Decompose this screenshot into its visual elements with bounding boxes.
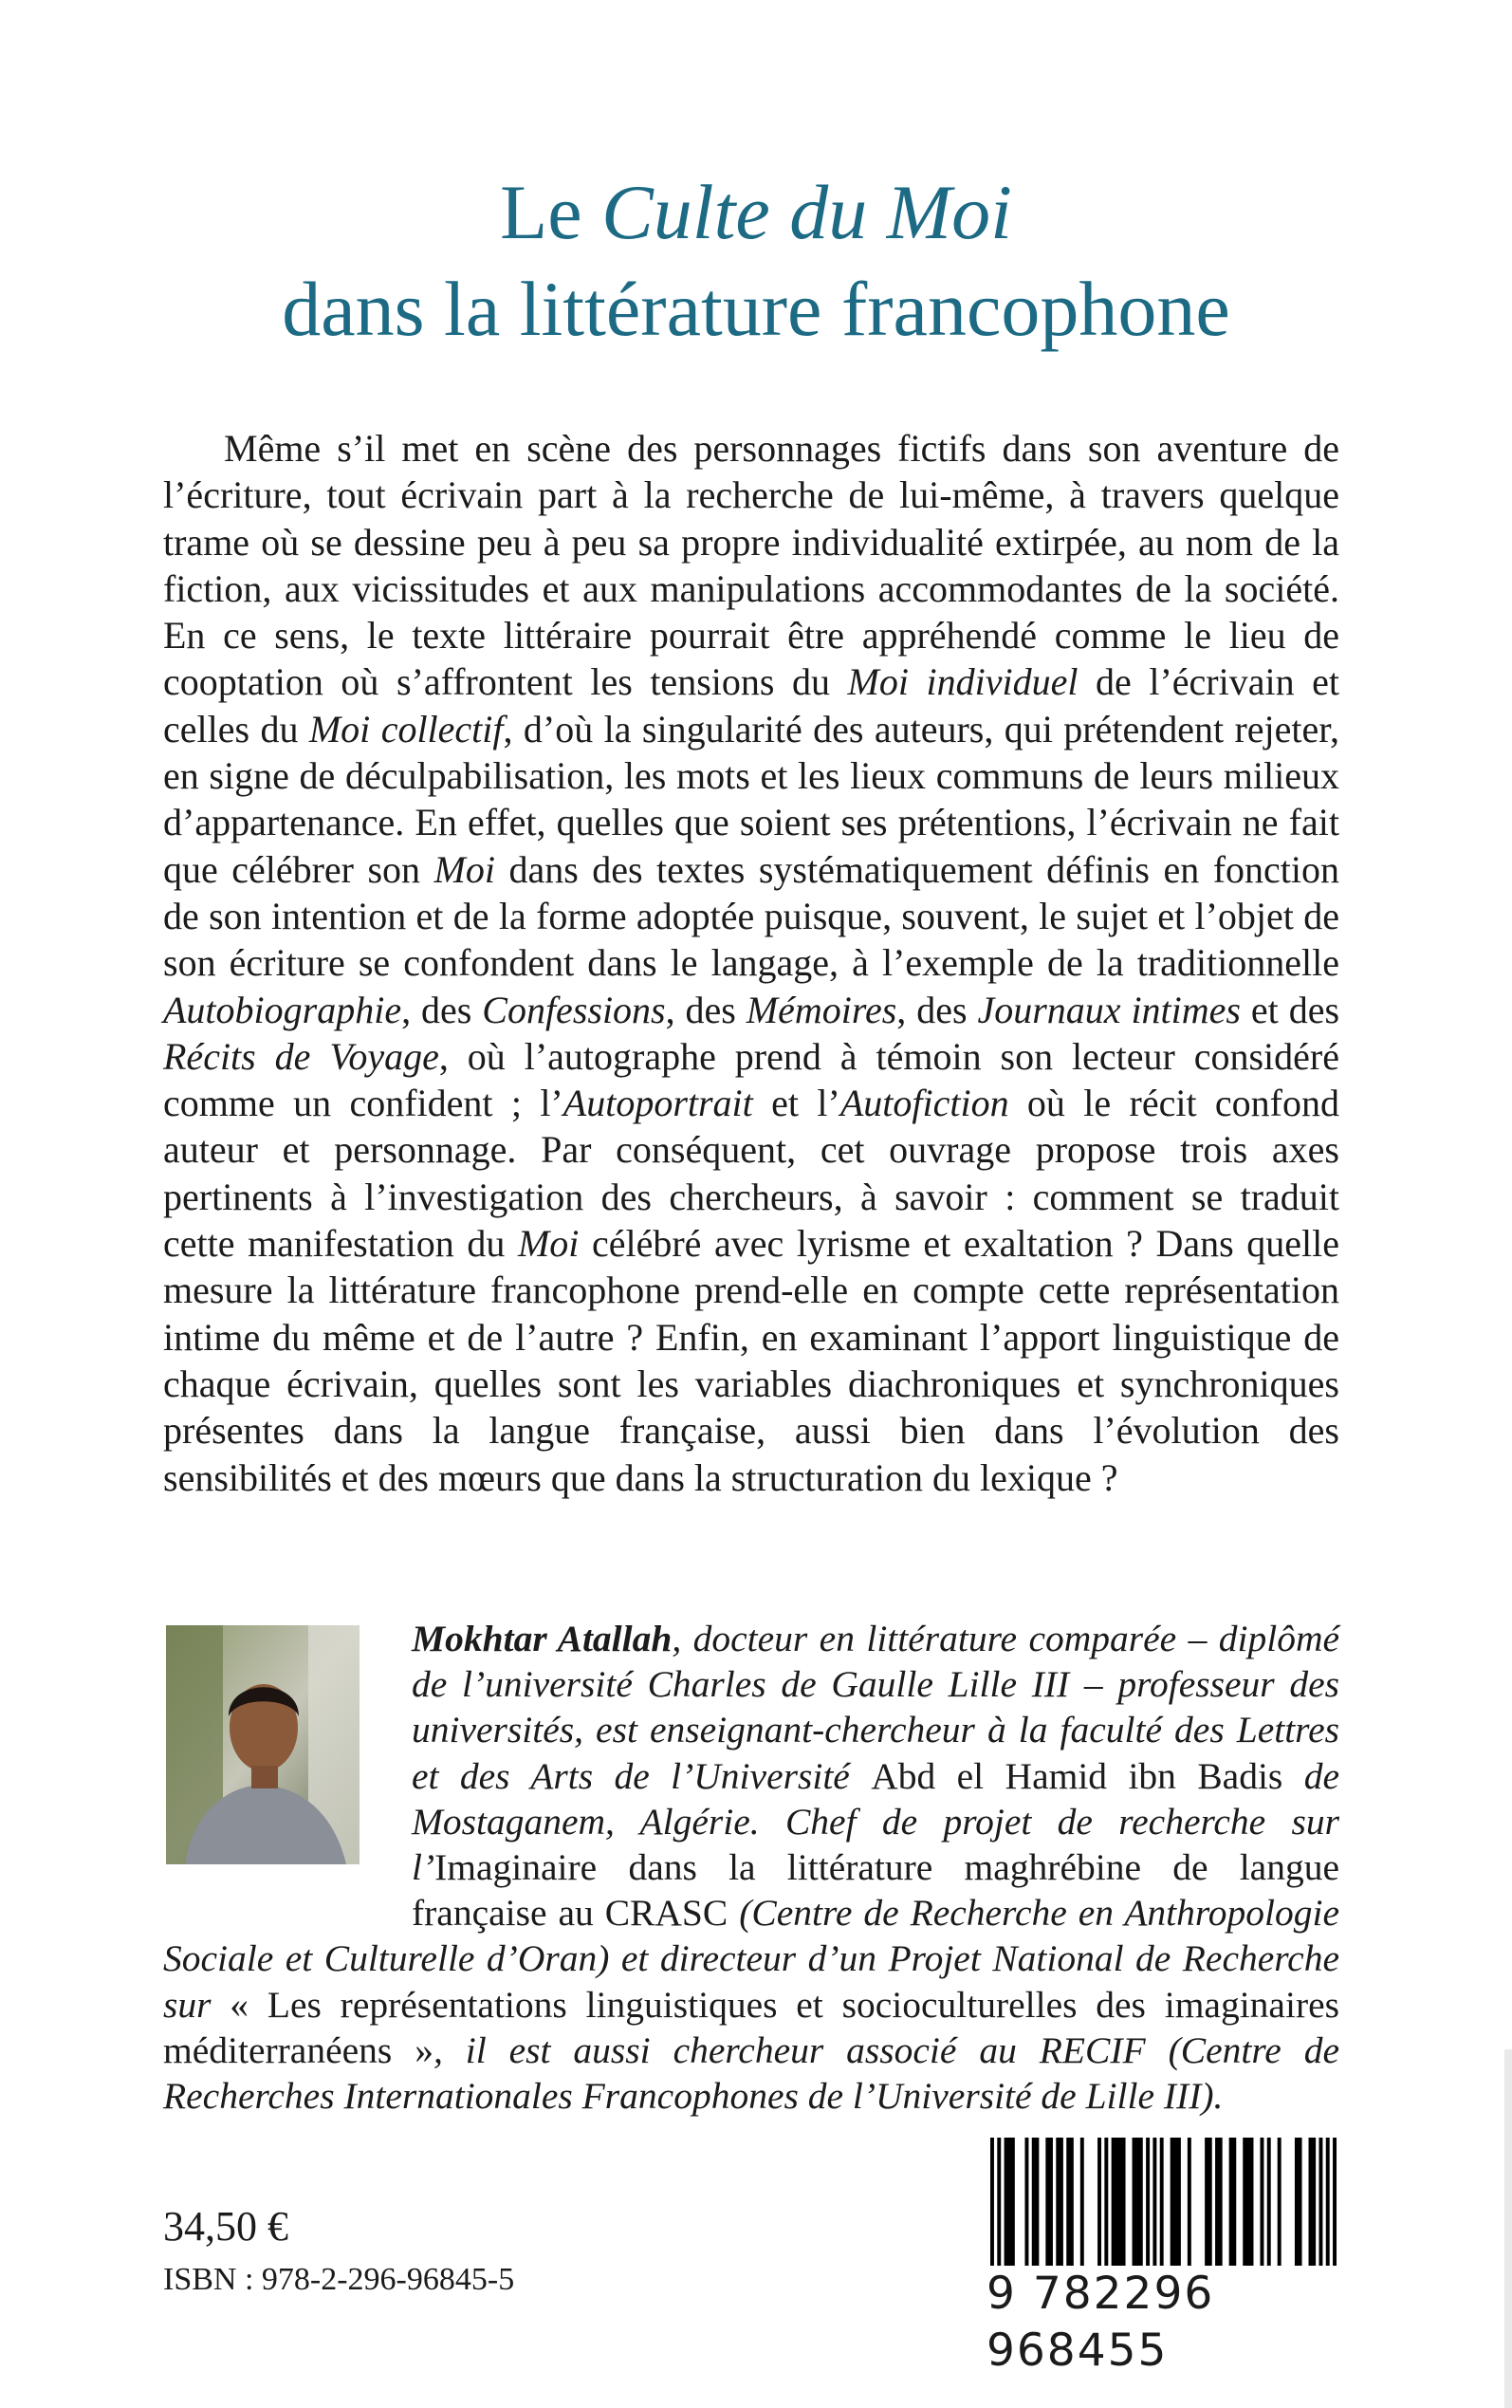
blurb-text: et l’	[752, 1082, 840, 1125]
bio-text-1: , docteur en littérature comparée – diplômé de l’université Charles de Gaulle Lille III – professeur des universités, est enseignant-chercheur à la faculté des Lettres et des Arts de l’Université	[412, 1618, 1339, 1797]
blurb-text: , d’où la singularité des auteurs, qui prétendent rejeter, en signe de déculpabilisation, les mots et les lieux communs de leurs milieux d’appartenance. En effet, quelles que soient ses prétentions, l’écrivain ne fait que célébrer son	[163, 707, 1340, 891]
university-name: Abd el Hamid ibn Badis	[871, 1754, 1283, 1797]
italic-term: Confessions	[482, 988, 666, 1031]
blurb-text: et des	[1241, 988, 1340, 1031]
author-biography	[163, 1616, 1339, 2119]
italic-term: Autofiction	[839, 1082, 1009, 1125]
book-title	[0, 164, 1512, 358]
bio-text-3: (Centre de Recherche en Anthropologie Sociale et Culturelle d’Oran) et directeur d’un Projet National de Recherche sur	[163, 1892, 1339, 2026]
title-prefix: Le	[500, 168, 602, 255]
page-edge	[1504, 2049, 1512, 2408]
blurb-text: où le récit confond auteur et personnage. Par conséquent, cet ouvrage propose trois axes pertinents à l’investigation des chercheurs, à savoir : comment se traduit cette manifestation du	[163, 1082, 1339, 1266]
research-project: Imaginaire dans la littérature maghrébine de langue française au CRASC	[412, 1846, 1339, 1935]
title-italic: Culte du Moi	[601, 168, 1012, 255]
isbn: ISBN : 978-2-296-96845-5	[163, 2262, 515, 2297]
bio-text-2: de Mostaganem, Algérie. Chef de projet de recherche sur l’	[412, 1754, 1339, 1889]
italic-term: Moi	[433, 847, 495, 891]
title-line-1	[0, 164, 1512, 261]
bio-text-4: , il est aussi chercheur associé au RECIF (Centre de Recherches Internationales Francophones de l’Université de Lille III).	[163, 2028, 1340, 2118]
price: 34,50 €	[163, 2203, 288, 2250]
italic-term: Autoportrait	[562, 1082, 753, 1125]
title-line-2: dans la littérature francophone	[282, 265, 1230, 352]
blurb-text: Même s’il met en scène des personnages fictifs dans son aventure de l’écriture, tout écrivain part à la recherche de lui-même, à travers quelque trame où se dessine peu à peu sa propre individualité extirpée, au nom de la fiction, aux vicissitudes et aux manipulations accommodantes de la société. En ce sens, le texte littéraire pourrait être appréhendé comme le lieu de cooptation où s’affrontent les tensions du	[163, 427, 1339, 704]
photo-spacer	[163, 1616, 412, 1904]
barcode-digits: 9 782296 968455	[986, 2266, 1347, 2323]
blurb-text: , des	[665, 988, 747, 1031]
blurb-text: dans des textes systématiquement définis en fonction de son intention et de la forme adoptée puisque, souvent, le sujet et l’objet de son écriture se confondent dans le langage, à l’exemple de la traditionnelle	[163, 847, 1339, 985]
blurb-text: , des	[896, 988, 978, 1031]
national-project: « Les représentations linguistiques et socioculturelles des imaginaires méditerranéens »	[163, 1983, 1339, 2071]
italic-term: Moi individuel	[847, 660, 1079, 704]
italic-term: Récits de Voyage	[163, 1034, 439, 1078]
blurb-text: , où l’autographe prend à témoin son lecteur considéré comme un confident ; l’	[163, 1034, 1339, 1125]
italic-term: Moi	[517, 1222, 580, 1266]
italic-term: Moi collectif	[308, 707, 504, 750]
blurb-paragraph	[163, 425, 1339, 1501]
author-name: Mokhtar Atallah	[412, 1618, 673, 1659]
italic-term: Mémoires	[746, 988, 897, 1031]
italic-term: Journaux intimes	[977, 988, 1241, 1031]
italic-term: Autobiographie	[163, 988, 402, 1031]
blurb-text: , des	[401, 988, 483, 1031]
blurb-text: de l’écrivain et celles du	[163, 660, 1339, 750]
blurb-text: célébré avec lyrisme et exaltation ? Dans quelle mesure la littérature francophone prend-elle en compte cette représentation intime du même et de l’autre ? Enfin, en examinant l’apport linguistique de chaque écrivain, quelles sont les variables diachroniques et synchroniques présentes dans la langue française, aussi bien dans l’évolution des sensibilités et des mœurs que dans la structuration du lexique ?	[163, 1222, 1340, 1499]
